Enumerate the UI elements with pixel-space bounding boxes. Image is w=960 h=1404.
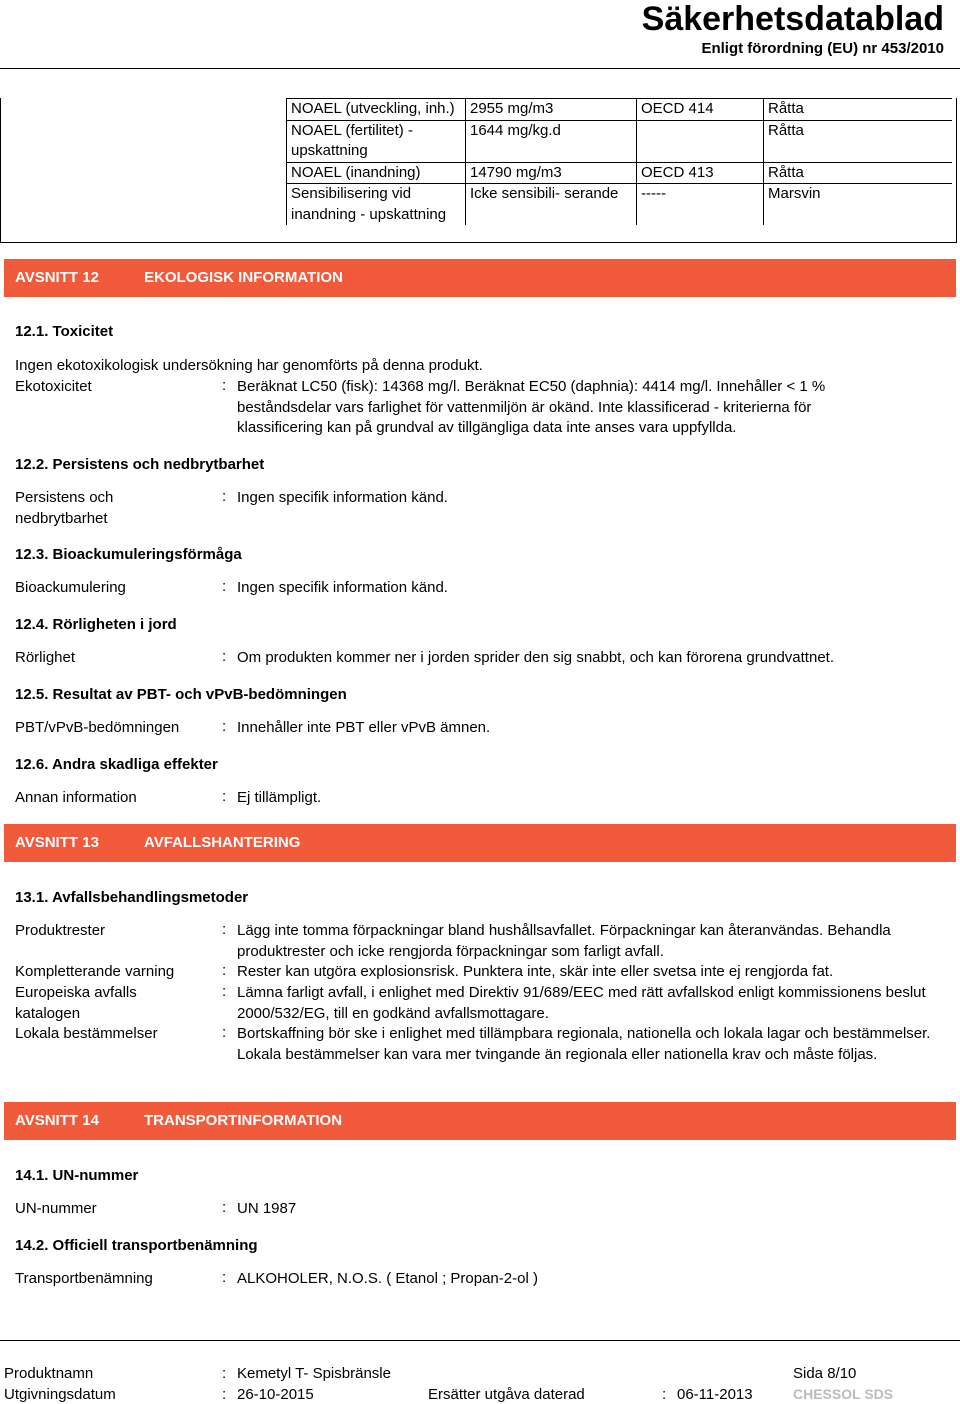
field-value: Ingen specifik information känd. <box>237 489 448 506</box>
section-title: EKOLOGISK INFORMATION <box>144 269 343 286</box>
field-colon: : <box>222 962 227 979</box>
field-value: UN 1987 <box>237 1200 297 1217</box>
ecotoxicity-value: Beräknat LC50 (fisk): 14368 mg/l. Beräknat EC50 (daphnia): 4414 mg/l. Innehåller < 1 % beståndsdelar vars farlighet för vattenmiljön är okänd. Inte klassificerad - kriterierna för klassificering kan på grundval av tillgängliga data inte anses vara uppfyllda. <box>237 378 826 436</box>
field-value: Bortskaffning bör ske i enlighet med tillämpbara regionala, nationella och lokala lagar och bestämmelser. Lokala bestämmelser kan vara mer tvingande än regionala eller nationella krav och måste följas. <box>237 1025 931 1063</box>
footer-page-number: Sida 8/10 <box>793 1365 857 1382</box>
tox-endpoint: NOAEL (fertilitet) - upskattning <box>287 120 466 162</box>
field-colon: : <box>662 1386 667 1403</box>
field-colon: : <box>222 578 227 595</box>
tox-species: Råtta <box>764 162 953 184</box>
field-colon: : <box>222 1199 227 1216</box>
section-title: AVFALLSHANTERING <box>144 834 301 851</box>
tox-value: 1644 mg/kg.d <box>466 120 637 162</box>
subsection-heading: 12.2. Persistens och nedbrytbarhet <box>15 456 265 473</box>
field-colon: : <box>222 718 227 735</box>
document-subtitle: Enligt förordning (EU) nr 453/2010 <box>701 40 944 57</box>
field-value: Ingen specifik information känd. <box>237 579 448 596</box>
tox-value: 2955 mg/m3 <box>466 99 637 121</box>
tox-species: Råtta <box>764 120 953 162</box>
section-number: AVSNITT 14 <box>15 1112 99 1129</box>
field-colon: : <box>222 1024 227 1041</box>
footer-divider <box>0 1340 960 1341</box>
toxicity-intro: Ingen ekotoxikologisk undersökning har genomförts på denna produkt. <box>15 357 483 374</box>
tox-value: Icke sensibili- serande <box>466 184 637 226</box>
field-value: ALKOHOLER, N.O.S. ( Etanol ; Propan-2-ol ) <box>237 1270 538 1287</box>
footer-date-label: Utgivningsdatum <box>4 1386 116 1403</box>
field-label: Kompletterande varning <box>15 963 175 980</box>
field-value: Lämna farligt avfall, i enlighet med Direktiv 91/689/EEC med rätt avfallskod enligt kommissionens beslut 2000/532/EG, till en godkänd avfallsmottagare. <box>237 984 926 1022</box>
header-divider <box>0 68 960 69</box>
section-number: AVSNITT 13 <box>15 834 99 851</box>
footer-replaces-value: 06-11-2013 <box>677 1386 753 1403</box>
footer-brand-logo: CHESSOL SDS <box>793 1386 894 1402</box>
tox-method: OECD 414 <box>637 99 764 121</box>
section-12-bar <box>4 259 956 297</box>
field-colon: : <box>222 1269 227 1286</box>
footer-product-label: Produktnamn <box>4 1365 94 1382</box>
document-title: Säkerhetsdatablad <box>641 0 944 38</box>
field-colon: : <box>222 983 227 1000</box>
section-title: TRANSPORTINFORMATION <box>144 1112 343 1129</box>
section-14-bar <box>4 1102 956 1140</box>
table-row <box>287 184 953 226</box>
subsection-heading: 14.1. UN-nummer <box>15 1167 139 1184</box>
field-colon: : <box>222 648 227 665</box>
section-number: AVSNITT 12 <box>15 269 99 286</box>
field-label: Produktrester <box>15 922 106 939</box>
field-colon: : <box>222 377 227 394</box>
field-colon: : <box>222 488 227 505</box>
field-label: Lokala bestämmelser <box>15 1025 158 1042</box>
tox-value: 14790 mg/m3 <box>466 162 637 184</box>
tox-method <box>637 120 764 162</box>
field-value: Rester kan utgöra explosionsrisk. Punktera inte, skär inte eller svetsa inte ej rengjorda fat. <box>237 963 834 980</box>
tox-endpoint: NOAEL (inandning) <box>287 162 466 184</box>
subsection-heading: 12.5. Resultat av PBT- och vPvB-bedömningen <box>15 686 347 703</box>
subsection-heading: 12.6. Andra skadliga effekter <box>15 756 218 773</box>
field-value: Om produkten kommer ner i jorden sprider den sig snabbt, och kan förorena grundvattnet. <box>237 649 834 666</box>
tox-endpoint: NOAEL (utveckling, inh.) <box>287 99 466 121</box>
footer-product-value: Kemetyl T- Spisbränsle <box>237 1365 391 1382</box>
field-label: Transportbenämning <box>15 1270 153 1287</box>
field-label: Rörlighet <box>15 649 76 666</box>
tox-method: OECD 413 <box>637 162 764 184</box>
field-label: Ekotoxicitet <box>15 378 92 395</box>
tox-table <box>286 98 952 225</box>
field-colon: : <box>222 788 227 805</box>
field-value: Innehåller inte PBT eller vPvB ämnen. <box>237 719 491 736</box>
tox-endpoint: Sensibilisering vid inandning - upskattning <box>287 184 466 226</box>
table-row <box>287 162 953 184</box>
field-value: Lägg inte tomma förpackningar bland hushållsavfallet. Förpackningar kan återanvändas. Behandla produktrester och icke rengjorda förpackningar som farligt avfall. <box>237 922 891 960</box>
table-row <box>287 99 953 121</box>
subsection-heading: 13.1. Avfallsbehandlingsmetoder <box>15 889 249 906</box>
section-13-bar <box>4 824 956 862</box>
field-label: Bioackumulering <box>15 579 126 596</box>
field-colon: : <box>222 921 227 938</box>
tox-species: Råtta <box>764 99 953 121</box>
table-row <box>287 120 953 162</box>
subsection-heading: 12.1. Toxicitet <box>15 323 114 340</box>
field-value: Ej tillämpligt. <box>237 789 322 806</box>
subsection-heading: 12.3. Bioackumuleringsförmåga <box>15 546 242 563</box>
subsection-heading: 12.4. Rörligheten i jord <box>15 616 177 633</box>
field-label: Annan information <box>15 789 137 806</box>
field-label: Persistens och nedbrytbarhet <box>15 489 114 527</box>
footer-replaces-label: Ersätter utgåva daterad <box>428 1386 585 1403</box>
field-colon: : <box>222 1365 227 1382</box>
field-label: PBT/vPvB-bedömningen <box>15 719 180 736</box>
field-label: UN-nummer <box>15 1200 97 1217</box>
footer-date-value: 26-10-2015 <box>237 1386 314 1403</box>
subsection-heading: 14.2. Officiell transportbenämning <box>15 1237 258 1254</box>
tox-species: Marsvin <box>764 184 953 226</box>
field-colon: : <box>222 1386 227 1403</box>
tox-method: ----- <box>637 184 764 226</box>
field-label: Europeiska avfalls katalogen <box>15 984 137 1022</box>
